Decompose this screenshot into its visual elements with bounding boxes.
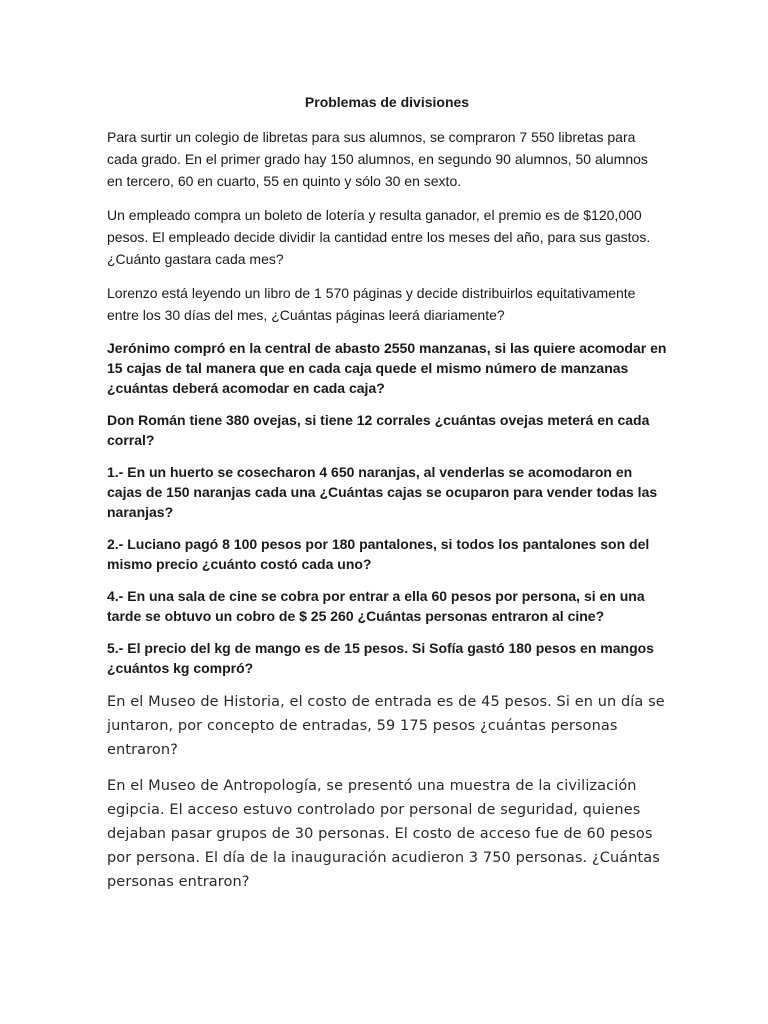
- problem-paragraph-lottery: Un empleado compra un boleto de lotería y resulta ganador, el premio es de $120,000 pesos. El empleado decide dividir la cantidad entre los meses del año, para sus gastos. ¿Cuánto gastara cada mes?: [107, 207, 651, 267]
- problem-paragraph-sheep: Don Román tiene 380 ovejas, si tiene 12 corrales ¿cuántas ovejas meterá en cada corral?: [107, 412, 650, 448]
- problem-paragraph-history-museum: En el Museo de Historia, el costo de entrada es de 45 pesos. Si en un día se juntaron, por concepto de entradas, 59 175 pesos ¿cuántas personas entraron?: [107, 694, 665, 758]
- problem-paragraph-apples: Jerónimo compró en la central de abasto 2550 manzanas, si las quiere acomodar en 15 cajas de tal manera que en cada caja quede el mismo número de manzanas ¿cuántas deberá acomodar en cada caja?: [107, 340, 667, 396]
- problem-paragraph-pants: 2.- Luciano pagó 8 100 pesos por 180 pantalones, si todos los pantalones son del mismo precio ¿cuánto costó cada uno?: [107, 536, 650, 572]
- problem-paragraph-anthropology-museum: En el Museo de Antropología, se presentó una muestra de la civilización egipcia. El acceso estuvo controlado por personal de seguridad, quienes dejaban pasar grupos de 30 personas. El costo de acceso fue de 60 pesos por persona. El día de la inauguración acudieron 3 750 personas. ¿Cuántas personas entraron?: [107, 778, 660, 890]
- problem-paragraph-cinema: 4.- En una sala de cine se cobra por entrar a ella 60 pesos por persona, si en una tarde se obtuvo un cobro de $ 25 260 ¿Cuántas personas entraron al cine?: [107, 588, 645, 624]
- document-title: Problemas de divisiones: [304, 94, 470, 110]
- problem-paragraph-book-pages: Lorenzo está leyendo un libro de 1 570 páginas y decide distribuirlos equitativamente entre los 30 días del mes, ¿Cuántas páginas leerá diariamente?: [107, 285, 636, 323]
- problem-paragraph-notebooks: Para surtir un colegio de libretas para sus alumnos, se compraron 7 550 libretas para cada grado. En el primer grado hay 150 alumnos, en segundo 90 alumnos, 50 alumnos en tercero, 60 en cuarto, 55 en quinto y sólo 30 en sexto.: [107, 129, 648, 189]
- problem-paragraph-oranges: 1.- En un huerto se cosecharon 4 650 naranjas, al venderlas se acomodaron en cajas de 150 naranjas cada una ¿Cuántas cajas se ocuparon para vender todas las naranjas?: [107, 464, 658, 520]
- document-page: [107, 92, 667, 906]
- problem-paragraph-mango: 5.- El precio del kg de mango es de 15 pesos. Si Sofía gastó 180 pesos en mangos ¿cuántos kg compró?: [107, 640, 654, 676]
